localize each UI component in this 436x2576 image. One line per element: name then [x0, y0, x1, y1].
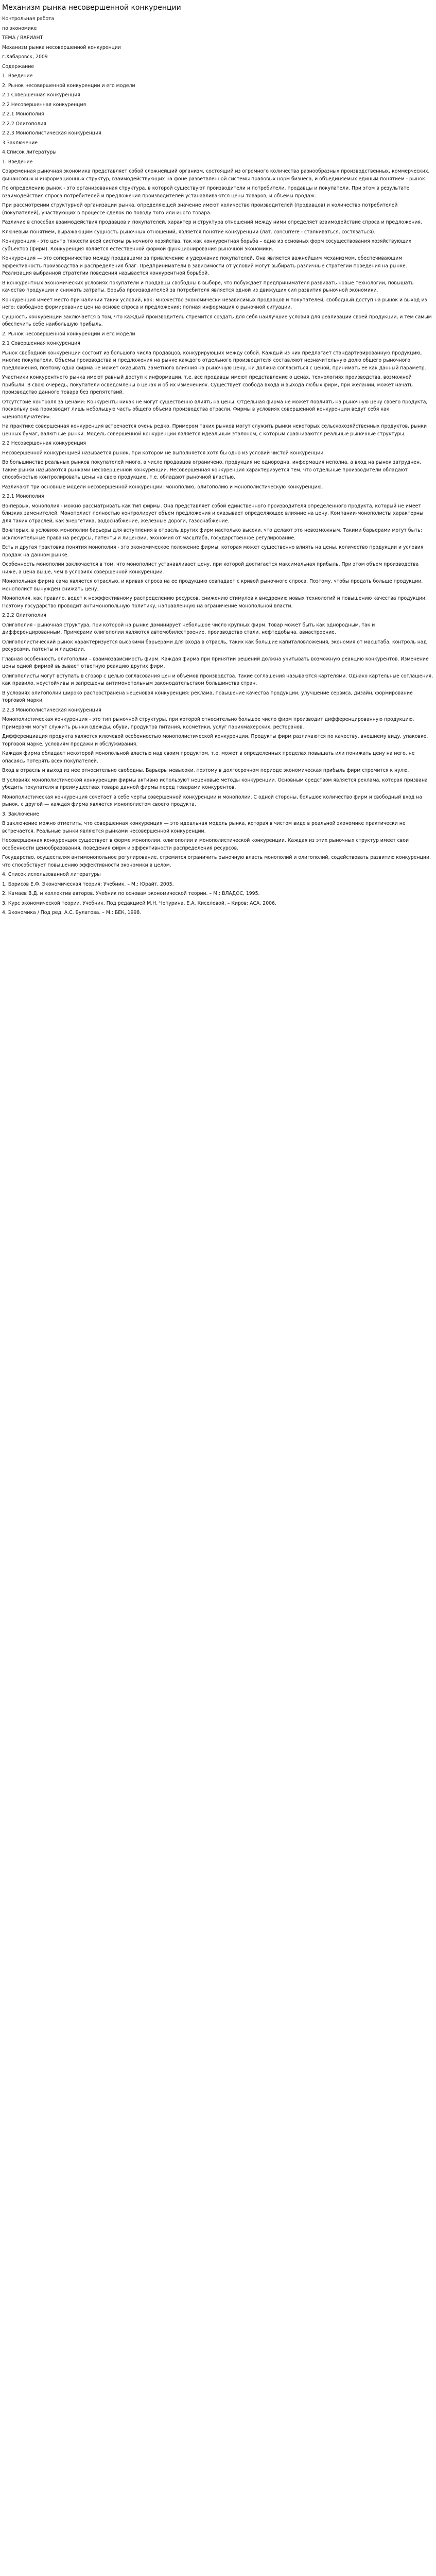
paragraph: 2.2.2 Олигополия	[2, 121, 46, 127]
paragraph: Конкуренция — это соперничество между продавцами за привлечение и удержание покупателей. Она является важнейшим механизмом, обеспечивающим эффективность производства и распределения благ. Предприниматели в зависимости от условий могут выбирать различные стратегии поведения на рынке. Реализация выбранной стратегии поведения называется конкурентной борьбой.	[2, 256, 409, 276]
paragraph: Несовершенной конкуренцией называется рынок, при котором не выполняется хотя бы одно из условий чистой конкуренции.	[2, 450, 325, 456]
paragraph: 2.2 Несовершенная конкуренция	[2, 101, 86, 108]
paragraph: Олигополия - рыночная структура, при которой на рынке доминирует небольшое число крупных фирм. Товар может быть как однородным, так и дифференцированным. Примерами олигополии являются автомобилестроение, производство стали, нефтедобыча, авиастроение.	[2, 622, 377, 635]
paragraph: г.Хабаровск, 2009	[2, 54, 48, 60]
paragraph: Несовершенная конкуренция существует в форме монополии, олигополии и монополистической конкуренции. Каждая из этих рыночных структур имеет свои особенности ценообразования, поведения фирм и эффективности распределения ресурсов.	[2, 838, 410, 851]
paragraph: Различие в способах взаимодействия продавцов и покупателей, характер и структура отношений между ними определяет взаимодействие спроса и предложения.	[2, 219, 422, 225]
paragraph: На практике совершенная конкуренция встречается очень редко. Примером таких рынков могут служить рынки некоторых сельскохозяйственных продуктов, рынки ценных бумаг, валютные рынки. Модель совершенной конкуренции является идеальным эталоном, с которым сравниваются реальные рыночные структуры.	[2, 423, 429, 437]
paragraph: Конкуренция имеет место при наличии таких условий, как: множество экономически независимых продавцов и покупателей; свободный доступ на рынок и выход из него; свободное формирование цен на основе спроса и предложения; полная информация о рыночной ситуации.	[2, 297, 429, 310]
paragraph: 3. Заключение	[2, 811, 39, 817]
paragraph: 2.2.1 Монополия	[2, 494, 44, 499]
paragraph: Конкуренция - это центр тяжести всей системы рыночного хозяйства, так как конкурентная борьба – одна из основных форм сосуществования хозяйствующих субъектов (фирм). Конкуренция является естественной формой функционирования рыночной экономики.	[2, 239, 413, 252]
paragraph: ТЕМА / ВАРИАНТ	[2, 35, 43, 41]
paragraph: В условиях олигополии широко распространена неценовая конкуренция: реклама, повышение качества продукции, улучшение сервиса, дизайн, формирование торговой марки.	[2, 690, 414, 703]
paragraph: Есть и другая трактовка понятия монополия - это экономическое положение фирмы, которая может существенно влиять на цены, количество продукции и условия продаж на данном рынке.	[2, 545, 425, 558]
paragraph: 2. Рынок несовершенной конкуренции и его модели	[2, 331, 135, 337]
document	[0, 0, 436, 924]
paragraph: 2.2 Несовершенная конкуренция	[2, 440, 86, 446]
paragraph: Контрольная работа	[2, 16, 55, 22]
paragraph: Содержание	[2, 63, 34, 70]
paragraph: 1. Введение	[2, 73, 33, 79]
paragraph: По определению рынок - это организованная структура, в которой существуют производители и потребители, продавцы и покупатели. При этом в результате взаимодействия спроса потребителей и предложения производителей устанавливаются цены товаров, и объемы продаж.	[2, 185, 411, 199]
paragraph: Рынок свободной конкуренции состоит из большого числа продавцов, конкурирующих между собой. Каждый из них предлагает стандартизированную продукцию, многие покупатели. Объемы производства и предложения на рынке каждого отдельного производителя составляют незначительную долю общего рыночного предложения, поэтому одна фирма не может оказывать заметного влияния на рыночную цену, ни должна согласиться с ценой, принимать ее как данный параметр.	[2, 350, 426, 371]
paragraph: При рассмотрении структурной организации рынка, определяющей значение имеют количество производителей (продавцов) и количество потребителей (покупателей), участвующих в процессе сделок по поводу того или иного товара.	[2, 202, 399, 216]
paragraph: 1. Борисов Е.Ф. Экономическая теория: Учебник. – М.: Юрайт, 2005.	[2, 881, 174, 887]
paragraph: Монопольная фирма сама является отраслью, и кривая спроса на ее продукцию совпадает с кривой рыночного спроса. Поэтому, чтобы продать больше продукции, монополист вынужден снижать цену.	[2, 579, 425, 592]
paragraph: 2.2.2 Олигополия	[2, 613, 46, 618]
paragraph: Участники конкурентного рынка имеют равный доступ к информации, т.е. все продавцы имеют представление о ценах, технологиях производства, возможной прибыли. В свою очередь, покупатели осведомлены о ценах и об их изменениях. Существует свобода входа и выхода любых фирм, при желании, может начать производство данного товара без препятствий.	[2, 375, 414, 395]
paragraph: В конкурентных экономических условиях покупатели и продавцы свободны в выборе, что побуждает предпринимателя развивать новые технологии, повышать качество продукции и снижать затраты. Борьба производителей за потребителя является одной из движущих сил развития рыночной экономики.	[2, 280, 415, 293]
paragraph: 2.2.3 Монополистическая конкуренция	[2, 707, 101, 713]
paragraph: по экономике	[2, 25, 37, 31]
paragraph: В условиях монополистической конкуренции фирмы активно используют неценовые методы конкуренции. Основным средством является реклама, которая призвана убедить покупателя в преимуществах товара данной фирмы перед товарами конкурентов.	[2, 777, 429, 790]
paragraph: Вход в отрасль и выход из нее относительно свободны. Барьеры невысоки, поэтому в долгосрочном периоде экономическая прибыль фирм стремится к нулю.	[2, 768, 409, 773]
document-body	[2, 15, 434, 917]
paragraph: Отсутствие контроля за ценами: Конкуренты никак не могут существенно влиять на цены. Отдельная фирма не может повлиять на рыночную цену своего продукта, поскольку она производит лишь небольшую часть общего объема производства отрасли. Фирмы в условиях совершенной конкуренции ведут себя как «ценополучатели».	[2, 399, 429, 420]
paragraph: 2.1 Совершенная конкуренция	[2, 341, 80, 346]
paragraph: 2. Камаев В.Д. и коллектив авторов. Учебник по основам экономической теории. – М.: ВЛАДОС, 1995.	[2, 891, 260, 896]
paragraph: Во большинстве реальных рынков покупателей много, а число продавцов ограничено, продукция не однородна, информация неполна, а вход на рынок затруднен. Такие рынки называются рынками несовершенной конкуренции. Несовершенная конкуренция характеризуется тем, что отдельные производители обладают способностью контролировать цены на свою продукцию, т.е. обладают рыночной властью.	[2, 460, 423, 480]
paragraph: 2.2.1 Монополия	[2, 111, 44, 117]
paragraph: Во-вторых, в условиях монополии барьеры для вступления в отрасль других фирм настолько высоки, что делают это невозможным. Такими барьерами могут быть: исключительные права на ресурсы, патенты и лицензии, экономия от масштаба, государственное регулирование.	[2, 528, 424, 541]
paragraph: Механизм рынка несовершенной конкуренции	[2, 44, 121, 50]
paragraph: Монополистическая конкуренция - это тип рыночной структуры, при которой относительно большое число фирм производит дифференцированную продукцию. Примерами могут служить рынки одежды, обуви, продуктов питания, косметики, услуг парикмахерских, ресторанов.	[2, 717, 416, 730]
paragraph: 3.Заключение	[2, 140, 38, 146]
paragraph: Олигополисты могут вступать в сговор с целью согласования цен и объемов производства. Такие соглашения называются картелями. Однако картельные соглашения, как правило, неустойчивы и запрещены антимонопольным законодательством большинства стран.	[2, 673, 434, 686]
paragraph: Олигополистический рынок характеризуется высокими барьерами для входа в отрасль, таких как большие капиталовложения, экономия от масштаба, контроль над ресурсами, патенты и лицензии.	[2, 639, 428, 652]
paragraph: 4. Список использованной литературы	[2, 872, 101, 877]
paragraph: 3. Курс экономической теории. Учебник. Под редакцией М.Н. Чепурина, Е.А. Киселевой. – Киров: АСА, 2006.	[2, 900, 276, 906]
paragraph: Каждая фирма обладает некоторой монопольной властью над своим продуктом, т.е. может в определенных пределах повышать или понижать цену на него, не опасаясь потерять всех покупателей.	[2, 751, 416, 764]
document-title: Механизм рынка несовершенной конкуренции	[2, 4, 181, 12]
paragraph: Монополия, как правило, ведет к неэффективному распределению ресурсов, снижению стимулов к внедрению новых технологий и повышению качества продукции. Поэтому государство проводит антимонопольную политику, направленную на ограничение монопольной власти.	[2, 596, 429, 609]
paragraph: 1. Введение	[2, 159, 33, 165]
paragraph: Ключевым понятием, выражающим сущность рыночных отношений, является понятие конкуренции (лат. concurrere - сталкиваться, состязаться).	[2, 229, 376, 235]
paragraph: 4. Экономика / Под ред. А.С. Булатова. – М.: БЕК, 1998.	[2, 910, 142, 916]
paragraph: Современная рыночная экономика представляет собой сложнейший организм, состоящий из огромного количества разнообразных производственных, коммерческих, финансовых и информационных структур, взаимодействующих на фоне разветвленной системы правовых норм бизнеса, и объединяемых единым понятием - рынок.	[2, 168, 431, 182]
paragraph: Дифференциация продукта является ключевой особенностью монополистической конкуренции. Продукты фирм различаются по качеству, внешнему виду, упаковке, торговой марке, условиям продажи и обслуживания.	[2, 734, 430, 747]
paragraph: Особенность монополии заключается в том, что монополист устанавливает цену, при которой достигается максимальная прибыль. При этом объем производства ниже, а цена выше, чем в условиях совершенной конкуренции.	[2, 562, 421, 575]
paragraph: Во-первых, монополия - можно рассматривать как тип фирмы. Она представляет собой единственного производителя определенного продукта, который не имеет близких заменителей. Монополист полностью контролирует объем предложения и оказывает определяющее влияние на цену. Компании-монополисты характерны для таких отраслей, как энергетика, водоснабжение, железные дороги, газоснабжение.	[2, 503, 425, 524]
paragraph: Сущность конкуренции заключается в том, что каждый производитель стремится создать для себя наилучшие условия для реализации своей продукции, и тем самым обеспечить себе наибольшую прибыль.	[2, 314, 433, 327]
paragraph: Государство, осуществляя антимонопольное регулирование, стремится ограничить рыночную власть монополий и олигополий, содействовать развитию конкуренции, что способствует повышению эффективности экономики в целом.	[2, 855, 432, 868]
paragraph: Различают три основные модели несовершенной конкуренции: монополию, олигополию и монополистическую конкуренцию.	[2, 484, 323, 490]
paragraph: 2.2.3 Монополистическая конкуренция	[2, 130, 101, 136]
paragraph: В заключение можно отметить, что совершенная конкуренция — это идеальная модель рынка, которая в чистом виде в реальной экономике практически не встречается. Реальные рынки являются рынками несовершенной конкуренции.	[2, 821, 407, 834]
paragraph: Главная особенность олигополии – взаимозависимость фирм. Каждая фирма при принятии решений должна учитывать возможную реакцию конкурентов. Изменение цены одной фирмой вызывает ответную реакцию других фирм.	[2, 656, 430, 669]
paragraph: Монополистическая конкуренция сочетает в себе черты совершенной конкуренции и монополии. С одной стороны, большое количество фирм и свободный вход на рынок, с другой — каждая фирма является монополистом своего продукта.	[2, 794, 424, 807]
paragraph: 2. Рынок несовершенной конкуренции и его модели	[2, 82, 135, 89]
paragraph: 4.Список литературы	[2, 149, 57, 155]
paragraph: 2.1 Совершенная конкуренция	[2, 92, 80, 98]
